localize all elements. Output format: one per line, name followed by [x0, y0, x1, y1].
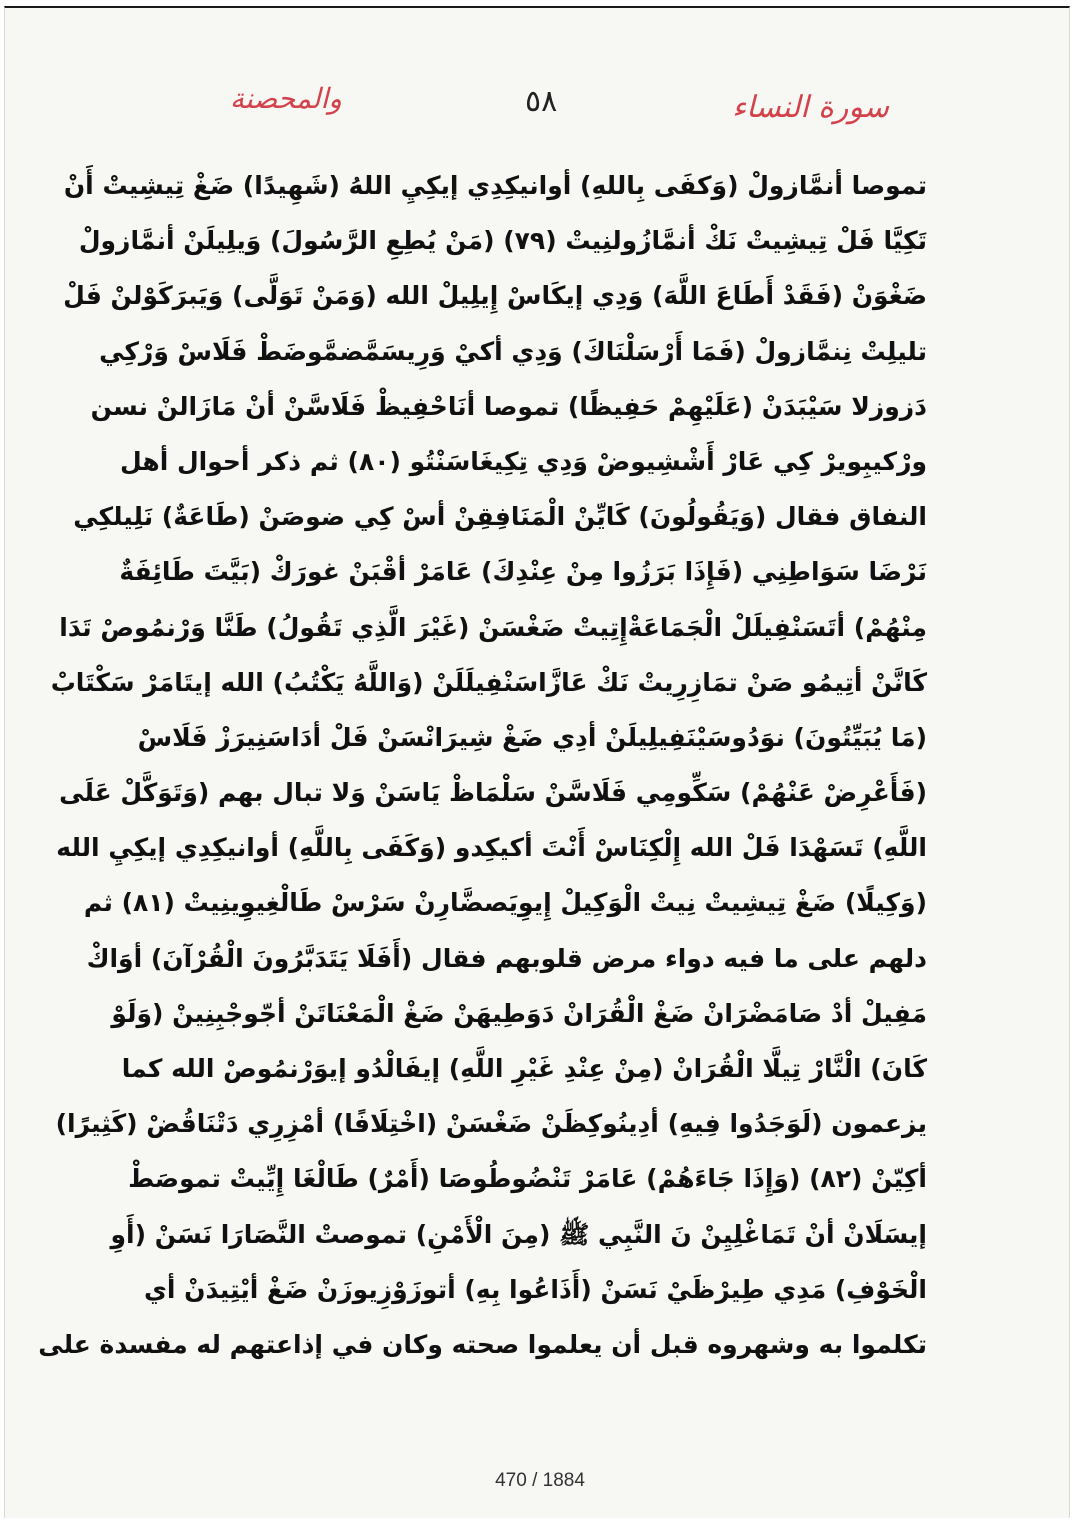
text-line: تليلِتْ نِنمَّازولْ (فَمَا أَرْسَلْنَاكَ) وَدِي أكيْ وَرِيسَمَّضمَّوضَطْ فَلَاسْ وَرْكِي	[99, 336, 927, 366]
page-number: ٥٨	[525, 84, 558, 119]
text-line: تموصا أنمَّازولْ (وَكفَى بِاللهِ) أوانيكِدِي إيكِيِ اللهُ (شَهِيدًا) ضَغْ تِيشِيتْ أَنْ	[63, 171, 927, 200]
text-line: مَفِيلْ أدْ صَامَضْرَانْ ضَغْ الْقُرَانْ دَوَطِيهَنْ ضَغْ الْمَعْنَاتَنْ أجّوجْبِنِينْ (وَلَوْ	[111, 998, 927, 1028]
page-header	[5, 80, 1069, 140]
page-indicator: 470 / 1884	[495, 1470, 585, 1491]
text-line: اللَّهِ) تَسَهْدَا فَلْ الله إِلْكِنَاسْ أَنْتَ أكيكِدو (وَكَفَى بِاللَّهِ) أوانيكِدِي إيكِيِ الله	[56, 833, 927, 863]
text-line: النفاق فقال (وَيَقُولُونَ) كَايِّنْ الْمَنَافِقِنْ أسْ كِي ضوصَنْ (طَاعَةٌ) نَلِيلكِي	[73, 502, 927, 532]
text-line: دلهم على ما فيه دواء مرض قلوبهم فقال (أَفَلَا يَتَدَبَّرُونَ الْقُرْآنَ) أوَاكْ	[86, 943, 927, 973]
text-line: كَانَّنْ أتِيمُو صَنْ تمَازِرِيتْ نَكْ عَازَّاسَنْفِيلَلَنْ (وَاللَّهُ يَكْتُبُ) الله إيتَامَرْ سَكْتَابْ	[50, 667, 927, 697]
surah-name-handwritten: سورة النساء	[732, 90, 889, 125]
margin-note-handwritten: والمحصنة	[230, 82, 342, 115]
text-line: (فَأَعْرِضْ عَنْهُمْ) سَكِّومِي فَلَاسَّنْ سَلْمَاظْ يَاسَنْ وَلا تبال بهم (وَتَوَكَّلْ عَلَى	[59, 778, 927, 808]
text-line: ورْكيبِويرْ كِي عَارْ أَشْشِيوضْ وَدِي تِكِيغَاسَنْتُو (٨٠) ثم ذكر أحوال أهل	[120, 446, 927, 476]
text-line: مِنْهُمْ) أتَسَنْفِيلَلْ الْجَمَاعَةْإِتِيتْ ضَغْسَنْ (غَيْرَ الَّذِي تَقُولُ) طَنَّا وَرْنمُوصْ تَدَا	[59, 612, 927, 642]
text-line: كَانَ) الْنَّارْ تِيلَّا الْقُرَانْ (مِنْ عِنْدِ غَيْرِ اللَّهِ) إيفَالْدُو إيوَرْنمُوصْ الله كما	[121, 1054, 927, 1083]
scanned-page	[4, 6, 1070, 1518]
text-line: إيسَلَانْ أنْ تَمَاغْلِيِنْ نَ النَّبِي ﷺ (مِنَ الْأَمْنِ) تموصتْ النَّصَارَا نَسَنْ (أَوِ	[110, 1219, 927, 1249]
text-line: (مَا يُبَيِّتُونَ) نوَدُوسَيْنَفِيلِيلَنْ أدِي ضَغْ شِيرَانْسَنْ فَلْ أدَاسَنِيرَزْ فَلَاسْ	[137, 722, 927, 752]
text-line: الْخَوْفِ) مَدِي طِيرْظَيْ نَسَنْ (أَذَاعُوا بِهِ) أتوزَوْزِيوزَنْ ضَغْ أيْتِيدَنْ أي	[143, 1274, 927, 1304]
text-line: ضَغْوَنْ (فَقَدْ أَطَاعَ اللَّهَ) وَدِي إيكَاسْ إِيلِيلْ الله (وَمَنْ تَوَلَّى) وَيَبرَكَوْلنْ فَلْ	[63, 281, 927, 311]
text-line: تكلموا به وشهروه قبل أن يعلموا صحته وكان في إذاعتهم له مفسدة على	[38, 1329, 927, 1359]
body-text	[38, 158, 927, 1372]
text-line: يزعمون (لَوَجَدُوا فِيهِ) أدِينُوكِظَنْ ضَغْسَنْ (اخْتِلَافًا) أمْزِرِي دَتْنَاقُضْ (كَثِيرًا)	[55, 1109, 927, 1139]
text-line: تَكِيَّا فَلْ تِيشِيتْ نَكْ أنمَّازُولنِيتْ (٧٩) (مَنْ يُطِعِ الرَّسُولَ) وَيلِيلَنْ أنمَّازولْ	[78, 226, 927, 256]
text-line: نَرْضَا سَوَاطِنِي (فَإِذَا بَرَزُوا مِنْ عِنْدِكَ) عَامَرْ أقْبَنْ غورَكْ (بَيَّتَ طَائِفَةٌ	[119, 557, 927, 587]
text-line: أكِيّنْ (٨٢) (وَإِذَا جَاءَهُمْ) عَامَرْ تَنْضُوطُوصَا (أَمْرٌ) طَالْغَا إِيِّيتْ تموصَطْ	[128, 1164, 927, 1194]
text-line: (وَكِيلًا) ضَغْ تِيشِيتْ نِيتْ الْوَكِيلْ إِيوِيَصضَّارِنْ سَرْسْ طَالْغِيوِينِيتْ (٨١) ثم	[83, 888, 927, 918]
text-line: دَزوزلا سَيْبَدَنْ (عَلَيْهِمْ حَفِيظًا) تموصا أنَاحْفِيظْ فَلَاسَّنْ أنْ مَازَالنْ نسن	[90, 391, 927, 421]
